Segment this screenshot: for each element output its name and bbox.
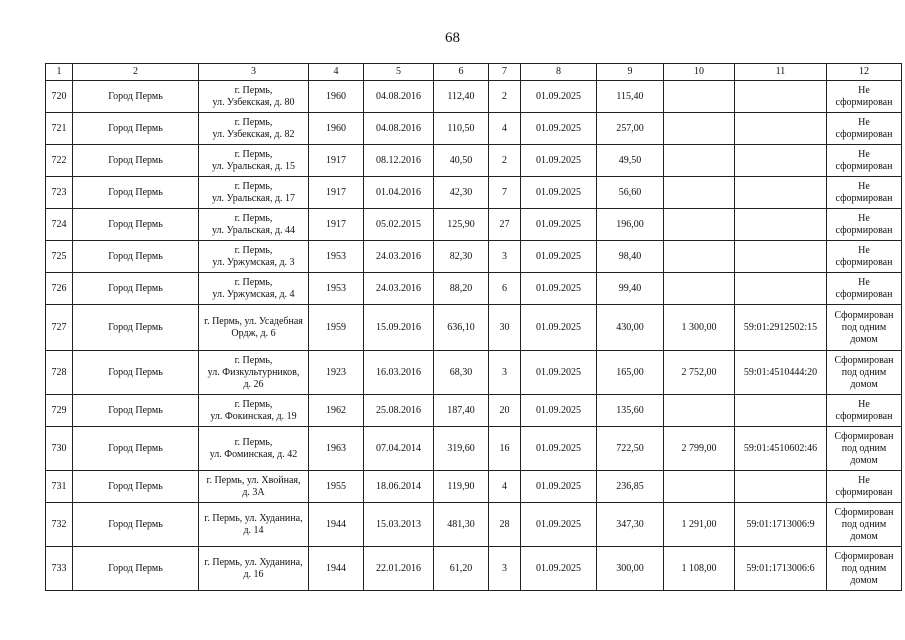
column-header: 5 — [364, 64, 434, 81]
status-cell-line: Не — [858, 398, 870, 410]
area-value: 82,30 — [434, 241, 489, 273]
row-number: 724 — [46, 209, 73, 241]
record-date: 25.08.2016 — [364, 395, 434, 427]
status-cell — [827, 427, 902, 471]
table-row — [46, 351, 902, 395]
table-row — [46, 305, 902, 351]
area-value: 40,50 — [434, 145, 489, 177]
address-cell — [199, 81, 309, 113]
city-name: Город Пермь — [73, 351, 199, 395]
record-date: 18.06.2014 — [364, 471, 434, 503]
column-header: 3 — [199, 64, 309, 81]
area-value: 636,10 — [434, 305, 489, 351]
area-value: 319,60 — [434, 427, 489, 471]
land-area — [664, 113, 735, 145]
status-cell-line: Не — [858, 116, 870, 128]
address-cell-line: г. Пермь, — [234, 148, 273, 160]
target-date: 01.09.2025 — [521, 81, 597, 113]
address-cell-line: ул. Уральская, д. 15 — [211, 160, 296, 172]
target-date: 01.09.2025 — [521, 471, 597, 503]
status-cell — [827, 145, 902, 177]
row-number: 729 — [46, 395, 73, 427]
status-cell — [827, 305, 902, 351]
status-cell-line: домом — [850, 574, 878, 586]
address-cell-line: г. Пермь, — [234, 398, 273, 410]
status-cell-line: под одним — [841, 442, 887, 454]
area-value: 61,20 — [434, 547, 489, 591]
amount-value: 236,85 — [597, 471, 664, 503]
build-year: 1962 — [309, 395, 364, 427]
amount-value: 300,00 — [597, 547, 664, 591]
area-value: 110,50 — [434, 113, 489, 145]
address-cell-line: ул. Узбекская, д. 82 — [212, 128, 295, 140]
address-cell-line: ул. Уральская, д. 44 — [211, 224, 296, 236]
row-number: 722 — [46, 145, 73, 177]
count-value: 16 — [489, 427, 521, 471]
address-cell-line: г. Пермь, — [234, 354, 273, 366]
address-cell-line: г. Пермь, ул. Хвойная, — [206, 474, 301, 486]
table-row — [46, 177, 902, 209]
page-number: 68 — [445, 30, 460, 46]
address-cell-line: г. Пермь, ул. Худанина, — [204, 512, 303, 524]
city-name: Город Пермь — [73, 113, 199, 145]
table-row — [46, 395, 902, 427]
status-cell-line: сформирован — [835, 224, 893, 236]
count-value: 3 — [489, 547, 521, 591]
address-cell-line: ул. Физкультурников, — [207, 366, 300, 378]
land-area — [664, 177, 735, 209]
address-cell — [199, 145, 309, 177]
build-year: 1955 — [309, 471, 364, 503]
cadastral-number — [735, 241, 827, 273]
status-cell-line: Не — [858, 244, 870, 256]
area-value: 68,30 — [434, 351, 489, 395]
record-date: 08.12.2016 — [364, 145, 434, 177]
row-number: 731 — [46, 471, 73, 503]
status-cell-line: Не — [858, 276, 870, 288]
status-cell — [827, 395, 902, 427]
status-cell-line: Не — [858, 148, 870, 160]
status-cell — [827, 241, 902, 273]
address-cell-line: г. Пермь, — [234, 276, 273, 288]
status-cell — [827, 471, 902, 503]
amount-value: 99,40 — [597, 273, 664, 305]
column-header: 7 — [489, 64, 521, 81]
cadastral-number — [735, 145, 827, 177]
address-cell — [199, 351, 309, 395]
address-cell-line: г. Пермь, — [234, 180, 273, 192]
record-date: 24.03.2016 — [364, 273, 434, 305]
count-value: 20 — [489, 395, 521, 427]
land-area: 2 799,00 — [664, 427, 735, 471]
address-cell-line: д. 3А — [242, 486, 265, 498]
table-row — [46, 113, 902, 145]
amount-value: 115,40 — [597, 81, 664, 113]
table-row — [46, 503, 902, 547]
address-cell-line: г. Пермь, — [234, 84, 273, 96]
amount-value: 347,30 — [597, 503, 664, 547]
row-number: 721 — [46, 113, 73, 145]
city-name: Город Пермь — [73, 427, 199, 471]
record-date: 05.02.2015 — [364, 209, 434, 241]
row-number: 726 — [46, 273, 73, 305]
status-cell-line: сформирован — [835, 160, 893, 172]
city-name: Город Пермь — [73, 547, 199, 591]
address-cell-line: г. Пермь, ул. Усадебная — [204, 315, 303, 327]
cadastral-number: 59:01:4510602:46 — [735, 427, 827, 471]
amount-value: 196,00 — [597, 209, 664, 241]
area-value: 119,90 — [434, 471, 489, 503]
amount-value: 257,00 — [597, 113, 664, 145]
status-cell-line: под одним — [841, 366, 887, 378]
cadastral-number: 59:01:1713006:6 — [735, 547, 827, 591]
status-cell — [827, 81, 902, 113]
count-value: 4 — [489, 113, 521, 145]
cadastral-number: 59:01:1713006:9 — [735, 503, 827, 547]
address-cell-line: г. Пермь, — [234, 436, 273, 448]
land-area: 1 300,00 — [664, 305, 735, 351]
record-date: 01.04.2016 — [364, 177, 434, 209]
city-name: Город Пермь — [73, 209, 199, 241]
table-row — [46, 145, 902, 177]
row-number: 720 — [46, 81, 73, 113]
status-cell-line: сформирован — [835, 256, 893, 268]
build-year: 1923 — [309, 351, 364, 395]
target-date: 01.09.2025 — [521, 351, 597, 395]
column-header: 2 — [73, 64, 199, 81]
count-value: 4 — [489, 471, 521, 503]
column-header: 10 — [664, 64, 735, 81]
row-number: 728 — [46, 351, 73, 395]
address-cell-line: ул. Уржумская, д. 3 — [212, 256, 295, 268]
status-cell-line: сформирован — [835, 486, 893, 498]
cadastral-number: 59:01:2912502:15 — [735, 305, 827, 351]
status-cell-line: Сформирован — [834, 354, 894, 366]
cadastral-number — [735, 471, 827, 503]
status-cell-line: сформирован — [835, 96, 893, 108]
record-date: 22.01.2016 — [364, 547, 434, 591]
target-date: 01.09.2025 — [521, 241, 597, 273]
table-row — [46, 209, 902, 241]
build-year: 1917 — [309, 177, 364, 209]
build-year: 1917 — [309, 145, 364, 177]
area-value: 125,90 — [434, 209, 489, 241]
area-value: 88,20 — [434, 273, 489, 305]
address-cell — [199, 209, 309, 241]
record-date: 07.04.2014 — [364, 427, 434, 471]
record-date: 16.03.2016 — [364, 351, 434, 395]
build-year: 1944 — [309, 547, 364, 591]
count-value: 30 — [489, 305, 521, 351]
build-year: 1963 — [309, 427, 364, 471]
status-cell — [827, 547, 902, 591]
land-area: 1 291,00 — [664, 503, 735, 547]
cadastral-number — [735, 81, 827, 113]
build-year: 1953 — [309, 273, 364, 305]
amount-value: 49,50 — [597, 145, 664, 177]
count-value: 27 — [489, 209, 521, 241]
address-cell-line: д. 26 — [243, 378, 264, 390]
build-year: 1959 — [309, 305, 364, 351]
table-row — [46, 427, 902, 471]
address-cell — [199, 177, 309, 209]
count-value: 2 — [489, 145, 521, 177]
status-cell-line: Сформирован — [834, 309, 894, 321]
table-row — [46, 241, 902, 273]
land-area — [664, 273, 735, 305]
address-cell — [199, 113, 309, 145]
status-cell — [827, 351, 902, 395]
column-header: 4 — [309, 64, 364, 81]
build-year: 1917 — [309, 209, 364, 241]
cadastral-number — [735, 113, 827, 145]
target-date: 01.09.2025 — [521, 427, 597, 471]
record-date: 04.08.2016 — [364, 81, 434, 113]
target-date: 01.09.2025 — [521, 503, 597, 547]
target-date: 01.09.2025 — [521, 305, 597, 351]
city-name: Город Пермь — [73, 241, 199, 273]
column-header: 8 — [521, 64, 597, 81]
address-cell-line: Ордж, д. 6 — [231, 327, 276, 339]
build-year: 1944 — [309, 503, 364, 547]
city-name: Город Пермь — [73, 471, 199, 503]
address-cell — [199, 241, 309, 273]
status-cell-line: под одним — [841, 562, 887, 574]
address-cell — [199, 547, 309, 591]
record-date: 15.03.2013 — [364, 503, 434, 547]
status-cell-line: Не — [858, 180, 870, 192]
column-header: 1 — [46, 64, 73, 81]
amount-value: 135,60 — [597, 395, 664, 427]
build-year: 1960 — [309, 113, 364, 145]
status-cell-line: Сформирован — [834, 506, 894, 518]
address-cell-line: д. 16 — [243, 568, 264, 580]
address-cell-line: ул. Узбекская, д. 80 — [212, 96, 295, 108]
area-value: 187,40 — [434, 395, 489, 427]
city-name: Город Пермь — [73, 273, 199, 305]
count-value: 3 — [489, 241, 521, 273]
record-date: 15.09.2016 — [364, 305, 434, 351]
status-cell-line: Сформирован — [834, 550, 894, 562]
city-name: Город Пермь — [73, 81, 199, 113]
status-cell-line: Не — [858, 212, 870, 224]
status-cell-line: сформирован — [835, 128, 893, 140]
address-cell — [199, 427, 309, 471]
address-cell — [199, 273, 309, 305]
registry-table — [45, 63, 902, 591]
target-date: 01.09.2025 — [521, 547, 597, 591]
row-number: 730 — [46, 427, 73, 471]
address-cell-line: г. Пермь, — [234, 116, 273, 128]
address-cell-line: г. Пермь, — [234, 244, 273, 256]
count-value: 3 — [489, 351, 521, 395]
cadastral-number — [735, 273, 827, 305]
header-row — [46, 64, 902, 81]
status-cell-line: под одним — [841, 518, 887, 530]
amount-value: 430,00 — [597, 305, 664, 351]
land-area: 2 752,00 — [664, 351, 735, 395]
land-area — [664, 471, 735, 503]
target-date: 01.09.2025 — [521, 395, 597, 427]
address-cell-line: ул. Фоминская, д. 42 — [209, 448, 298, 460]
target-date: 01.09.2025 — [521, 113, 597, 145]
land-area — [664, 209, 735, 241]
count-value: 28 — [489, 503, 521, 547]
amount-value: 165,00 — [597, 351, 664, 395]
city-name: Город Пермь — [73, 145, 199, 177]
address-cell-line: г. Пермь, — [234, 212, 273, 224]
column-header: 11 — [735, 64, 827, 81]
city-name: Город Пермь — [73, 177, 199, 209]
amount-value: 722,50 — [597, 427, 664, 471]
cadastral-number: 59:01:4510444:20 — [735, 351, 827, 395]
target-date: 01.09.2025 — [521, 209, 597, 241]
address-cell-line: д. 14 — [243, 524, 264, 536]
address-cell-line: ул. Фокинская, д. 19 — [210, 410, 297, 422]
status-cell-line: Сформирован — [834, 430, 894, 442]
address-cell — [199, 503, 309, 547]
target-date: 01.09.2025 — [521, 177, 597, 209]
cadastral-number — [735, 209, 827, 241]
land-area — [664, 81, 735, 113]
cadastral-number — [735, 395, 827, 427]
status-cell-line: сформирован — [835, 410, 893, 422]
cadastral-number — [735, 177, 827, 209]
status-cell-line: под одним — [841, 321, 887, 333]
table-row — [46, 547, 902, 591]
address-cell — [199, 305, 309, 351]
status-cell-line: сформирован — [835, 192, 893, 204]
status-cell — [827, 503, 902, 547]
area-value: 481,30 — [434, 503, 489, 547]
city-name: Город Пермь — [73, 305, 199, 351]
area-value: 112,40 — [434, 81, 489, 113]
status-cell — [827, 113, 902, 145]
amount-value: 98,40 — [597, 241, 664, 273]
address-cell-line: ул. Уржумская, д. 4 — [212, 288, 295, 300]
status-cell-line: домом — [850, 333, 878, 345]
land-area — [664, 241, 735, 273]
table-row — [46, 471, 902, 503]
column-header: 6 — [434, 64, 489, 81]
city-name: Город Пермь — [73, 395, 199, 427]
record-date: 04.08.2016 — [364, 113, 434, 145]
table-row — [46, 81, 902, 113]
build-year: 1960 — [309, 81, 364, 113]
land-area — [664, 145, 735, 177]
target-date: 01.09.2025 — [521, 273, 597, 305]
row-number: 732 — [46, 503, 73, 547]
row-number: 725 — [46, 241, 73, 273]
address-cell-line: ул. Уральская, д. 17 — [211, 192, 296, 204]
count-value: 6 — [489, 273, 521, 305]
count-value: 2 — [489, 81, 521, 113]
area-value: 42,30 — [434, 177, 489, 209]
status-cell-line: домом — [850, 454, 878, 466]
status-cell-line: сформирован — [835, 288, 893, 300]
count-value: 7 — [489, 177, 521, 209]
status-cell-line: Не — [858, 84, 870, 96]
land-area — [664, 395, 735, 427]
status-cell — [827, 209, 902, 241]
address-cell — [199, 471, 309, 503]
row-number: 733 — [46, 547, 73, 591]
status-cell — [827, 273, 902, 305]
status-cell-line: домом — [850, 378, 878, 390]
status-cell — [827, 177, 902, 209]
target-date: 01.09.2025 — [521, 145, 597, 177]
build-year: 1953 — [309, 241, 364, 273]
table-row — [46, 273, 902, 305]
column-header: 9 — [597, 64, 664, 81]
address-cell — [199, 395, 309, 427]
status-cell-line: домом — [850, 530, 878, 542]
status-cell-line: Не — [858, 474, 870, 486]
row-number: 723 — [46, 177, 73, 209]
column-header: 12 — [827, 64, 902, 81]
record-date: 24.03.2016 — [364, 241, 434, 273]
amount-value: 56,60 — [597, 177, 664, 209]
land-area: 1 108,00 — [664, 547, 735, 591]
address-cell-line: г. Пермь, ул. Худанина, — [204, 556, 303, 568]
city-name: Город Пермь — [73, 503, 199, 547]
row-number: 727 — [46, 305, 73, 351]
